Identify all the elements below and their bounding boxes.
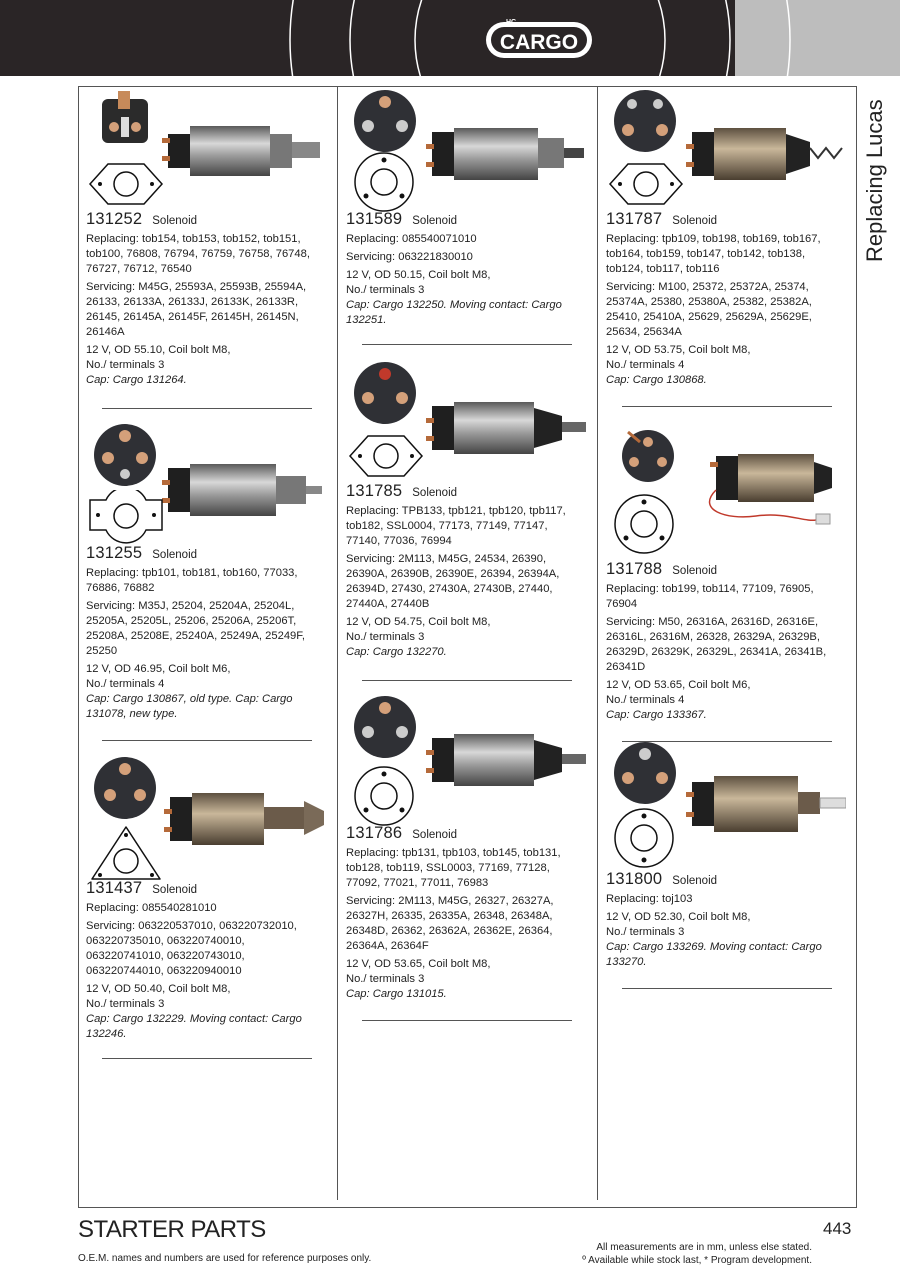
product-code: 131786 Solenoid bbox=[346, 824, 458, 842]
product-images bbox=[86, 86, 322, 208]
measurements-note: All measurements are in mm, unless else stated. bbox=[596, 1242, 812, 1253]
separator bbox=[102, 408, 312, 409]
solenoid-photo bbox=[686, 772, 846, 838]
solenoid-cap-photo bbox=[612, 740, 678, 806]
terminals: No./ terminals 3 bbox=[606, 926, 685, 938]
product-code: 131787 Solenoid bbox=[606, 210, 718, 228]
mounting-flange-drawing bbox=[86, 490, 166, 546]
product-images bbox=[86, 420, 322, 542]
specs: 12 V, OD 55.10, Coil bolt M8, bbox=[86, 344, 231, 356]
solenoid-cap-photo bbox=[352, 360, 418, 426]
product-131255 bbox=[86, 420, 322, 741]
availability-note: º Available while stock last, * Program development. bbox=[582, 1255, 812, 1266]
svg-text:CARGO: CARGO bbox=[499, 31, 579, 54]
product-images bbox=[346, 692, 582, 814]
solenoid-cap-photo bbox=[352, 88, 418, 154]
separator bbox=[362, 344, 572, 345]
product-code: 131252 Solenoid bbox=[86, 210, 198, 228]
oem-disclaimer: O.E.M. names and numbers are used for reference purposes only. bbox=[78, 1253, 372, 1264]
cap-info: Cap: Cargo 132250. Moving contact: Cargo 132251. bbox=[346, 299, 562, 326]
specs: 12 V, OD 46.95, Coil bolt M6, bbox=[86, 663, 231, 675]
replacing-list: Replacing: toj103 bbox=[606, 893, 693, 905]
cap-info: Cap: Cargo 133367. bbox=[606, 709, 707, 721]
solenoid-photo bbox=[426, 122, 586, 188]
replacing-list: Replacing: tpb131, tpb103, tob145, tob131, tob128, tob119, SSL0003, 77169, 77128, 77092, 77021, 77011, 76983 bbox=[346, 847, 561, 889]
separator bbox=[622, 988, 832, 989]
solenoid-photo bbox=[164, 787, 324, 853]
separator bbox=[102, 740, 312, 741]
terminals: No./ terminals 3 bbox=[86, 359, 165, 371]
specs: 12 V, OD 50.15, Coil bolt M8, bbox=[346, 269, 491, 281]
cap-info: Cap: Cargo 132229. Moving contact: Cargo 132246. bbox=[86, 1013, 302, 1040]
cargo-logo bbox=[484, 12, 594, 68]
servicing-list: Servicing: 063221830010 bbox=[346, 251, 473, 263]
product-131788 bbox=[606, 420, 842, 742]
side-title: Replacing Lucas bbox=[862, 99, 887, 262]
replacing-list: Replacing: tpb109, tob198, tob169, tob167, tob164, tob159, tob147, tob142, tob138, tob124, tob117, tob116 bbox=[606, 233, 821, 275]
solenoid-photo bbox=[686, 450, 846, 540]
separator bbox=[362, 1020, 572, 1021]
replacing-list: Replacing: 085540281010 bbox=[86, 902, 217, 914]
replacing-list: Replacing: TPB133, tpb121, tpb120, tpb117, tob182, SSL0004, 77173, 77149, 77147, 77140, 77036, 76994 bbox=[346, 505, 566, 547]
product-code: 131589 Solenoid bbox=[346, 210, 458, 228]
product-131785 bbox=[346, 358, 582, 681]
terminals: No./ terminals 3 bbox=[86, 998, 165, 1010]
page-number: 443 bbox=[823, 1219, 852, 1238]
product-code: 131255 Solenoid bbox=[86, 544, 198, 562]
replacing-list: Replacing: tob199, tob114, 77109, 76905, 76904 bbox=[606, 583, 814, 610]
servicing-list: Servicing: 063220537010, 063220732010, 063220735010, 063220740010, 063220741010, 063220743010, 063220744010, 063220940010 bbox=[86, 920, 297, 977]
terminals: No./ terminals 4 bbox=[606, 359, 685, 371]
product-131786 bbox=[346, 692, 582, 1021]
footer-notes bbox=[582, 1241, 812, 1267]
solenoid-photo bbox=[426, 396, 586, 462]
specs: 12 V, OD 52.30, Coil bolt M8, bbox=[606, 911, 751, 923]
product-131800 bbox=[606, 738, 842, 989]
terminals: No./ terminals 3 bbox=[346, 973, 425, 985]
mounting-flange-drawing bbox=[86, 158, 166, 210]
mounting-flange-drawing bbox=[612, 806, 676, 870]
header-arcs bbox=[0, 0, 900, 76]
solenoid-cap-photo bbox=[92, 755, 158, 821]
servicing-list: Servicing: 2M113, M45G, 26327, 26327A, 26327H, 26335, 26335A, 26348, 26348A, 26348D, 26362, 26362A, 26362E, 26364, 26364A, 26364F bbox=[346, 895, 554, 952]
cap-info: Cap: Cargo 130868. bbox=[606, 374, 707, 386]
specs: 12 V, OD 50.40, Coil bolt M8, bbox=[86, 983, 231, 995]
solenoid-photo bbox=[686, 122, 846, 188]
solenoid-cap-photo bbox=[352, 694, 418, 760]
terminals: No./ terminals 3 bbox=[346, 631, 425, 643]
replacing-list: Replacing: 085540071010 bbox=[346, 233, 477, 245]
cap-info: Cap: Cargo 132270. bbox=[346, 646, 447, 658]
product-images bbox=[346, 358, 582, 480]
specs: 12 V, OD 53.65, Coil bolt M8, bbox=[346, 958, 491, 970]
solenoid-cap-photo bbox=[94, 89, 156, 151]
product-code: 131437 Solenoid bbox=[86, 879, 198, 897]
cap-info: Cap: Cargo 133269. Moving contact: Cargo 133270. bbox=[606, 941, 822, 968]
terminals: No./ terminals 4 bbox=[86, 678, 165, 690]
product-code: 131800 Solenoid bbox=[606, 870, 718, 888]
solenoid-cap-photo bbox=[92, 422, 158, 488]
column-divider bbox=[337, 86, 338, 1200]
product-images bbox=[606, 86, 842, 208]
product-code: 131788 Solenoid bbox=[606, 560, 718, 578]
specs: 12 V, OD 53.65, Coil bolt M6, bbox=[606, 679, 751, 691]
solenoid-cap-photo bbox=[618, 424, 678, 484]
product-images bbox=[346, 86, 582, 208]
cap-info: Cap: Cargo 131264. bbox=[86, 374, 187, 386]
terminals: No./ terminals 3 bbox=[346, 284, 425, 296]
solenoid-photo bbox=[426, 728, 586, 794]
replacing-list: Replacing: tpb101, tob181, tob160, 77033, 76886, 76882 bbox=[86, 567, 298, 594]
specs: 12 V, OD 54.75, Coil bolt M8, bbox=[346, 616, 491, 628]
column-divider bbox=[597, 86, 598, 1200]
terminals: No./ terminals 4 bbox=[606, 694, 685, 706]
solenoid-cap-photo bbox=[612, 88, 678, 154]
product-131787 bbox=[606, 86, 842, 407]
page-header bbox=[0, 0, 900, 76]
mounting-flange-drawing bbox=[606, 158, 686, 210]
svg-text:HC: HC bbox=[506, 19, 517, 26]
servicing-list: Servicing: M45G, 25593A, 25593B, 25594A, 26133, 26133A, 26133J, 26133K, 26133R, 26145, 26145A, 26145F, 26145H, 26145N, 26146A bbox=[86, 281, 307, 338]
specs: 12 V, OD 53.75, Coil bolt M8, bbox=[606, 344, 751, 356]
solenoid-photo bbox=[162, 116, 322, 186]
product-code: 131785 Solenoid bbox=[346, 482, 458, 500]
mounting-flange-drawing bbox=[352, 764, 416, 828]
replacing-list: Replacing: tob154, tob153, tob152, tob151, tob100, 76808, 76794, 76759, 76758, 76748, 76727, 76712, 76540 bbox=[86, 233, 310, 275]
product-131437 bbox=[86, 755, 322, 1059]
servicing-list: Servicing: M50, 26316A, 26316D, 26316E, 26316L, 26316M, 26328, 26329A, 26329B, 26329D, 26329K, 26329L, 26341A, 26341B, 26341D bbox=[606, 616, 827, 673]
cap-info: Cap: Cargo 130867, old type. Cap: Cargo 131078, new type. bbox=[86, 693, 293, 720]
servicing-list: Servicing: M100, 25372, 25372A, 25374, 25374A, 25380, 25380A, 25382, 25382A, 25410, 25410A, 25629, 25629A, 25629E, 25634, 25634A bbox=[606, 281, 812, 338]
mounting-flange-drawing bbox=[88, 823, 164, 885]
product-images bbox=[606, 420, 842, 558]
product-images bbox=[86, 755, 322, 877]
section-title: STARTER PARTS bbox=[78, 1216, 266, 1243]
mounting-flange-drawing bbox=[346, 430, 426, 482]
solenoid-photo bbox=[162, 458, 322, 524]
product-images bbox=[606, 738, 842, 868]
mounting-flange-drawing bbox=[612, 492, 676, 556]
product-131252 bbox=[86, 86, 322, 409]
separator bbox=[622, 406, 832, 407]
mounting-flange-drawing bbox=[352, 150, 416, 214]
servicing-list: Servicing: M35J, 25204, 25204A, 25204L, 25205A, 25205L, 25206, 25206A, 25206T, 25208A, 25208E, 25240A, 25249A, 25249F, 25250 bbox=[86, 600, 305, 657]
separator bbox=[362, 680, 572, 681]
separator bbox=[102, 1058, 312, 1059]
servicing-list: Servicing: 2M113, M45G, 24534, 26390, 26390A, 26390B, 26390E, 26394, 26394A, 26394D, 27430, 27430A, 27430B, 27440, 27440A, 27440B bbox=[346, 553, 560, 610]
cap-info: Cap: Cargo 131015. bbox=[346, 988, 447, 1000]
product-131589 bbox=[346, 86, 582, 345]
